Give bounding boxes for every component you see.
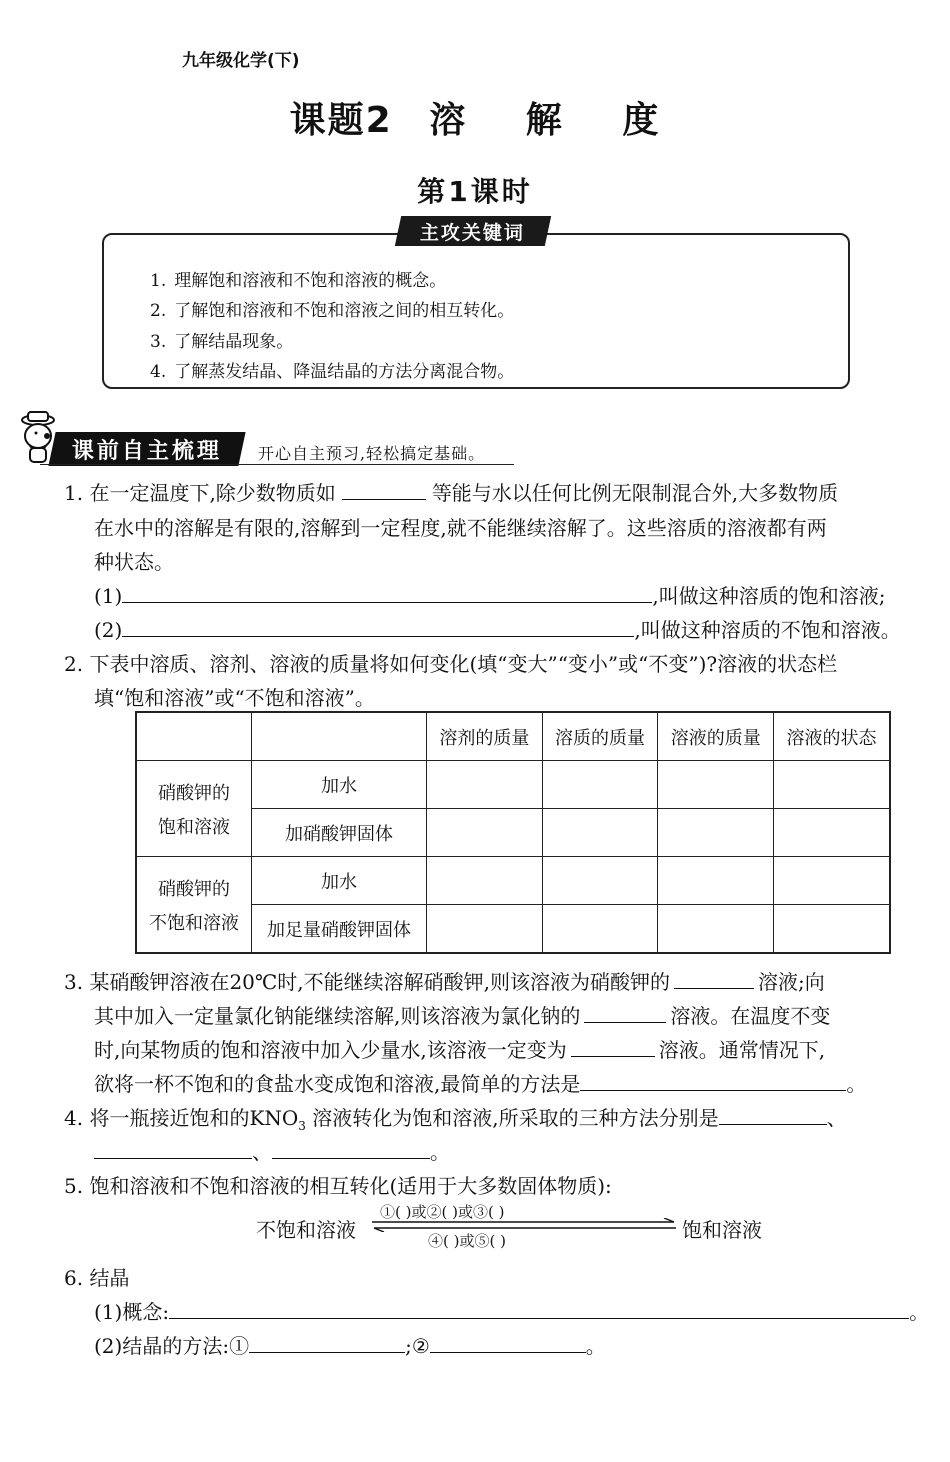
objective-item: 3. 了解结晶现象。	[150, 332, 294, 352]
blank-input[interactable]	[249, 1334, 405, 1353]
question-1: 1. 在一定温度下,除少数物质如 等能与水以任何比例无限制混合外,大多数物质	[64, 481, 839, 505]
answer-cell[interactable]	[542, 761, 658, 809]
title-word-1: 溶	[429, 100, 468, 141]
conversion-left: 不饱和溶液	[256, 1218, 356, 1242]
lesson-subtitle: 第1课时	[417, 175, 533, 208]
operation-cell: 加水	[252, 857, 427, 905]
table-header: 溶液的状态	[774, 712, 890, 761]
table-header: 溶液的质量	[658, 712, 774, 761]
question-6-sub1: (1)概念: 。	[94, 1300, 930, 1324]
question-3-line: 其中加入一定量氯化钠能继续溶解,则该溶液为氯化钠的 溶液。在温度不变	[94, 1004, 831, 1028]
operation-cell: 加水	[252, 761, 427, 809]
equilibrium-arrow-icon	[368, 1218, 680, 1232]
question-1-line: 种状态。	[94, 550, 174, 574]
key-points-badge: 主攻关键词	[395, 216, 551, 246]
question-4-line: 、 。	[94, 1136, 932, 1165]
blank-input[interactable]	[94, 1140, 252, 1159]
objective-item: 4. 了解蒸发结晶、降温结晶的方法分离混合物。	[150, 362, 515, 382]
table-row	[136, 761, 890, 809]
conversion-right: 饱和溶液	[682, 1218, 762, 1242]
blank-input[interactable]	[571, 1038, 655, 1057]
section-subtitle: 开心自主预习,轻松搞定基础。	[258, 444, 486, 463]
objective-item: 1. 理解饱和溶液和不饱和溶液的概念。	[150, 271, 447, 291]
section-divider	[40, 464, 514, 465]
blank-input[interactable]	[122, 618, 634, 637]
page-title	[0, 92, 950, 143]
answer-cell[interactable]	[542, 809, 658, 857]
title-word-2: 解	[525, 100, 564, 141]
question-5: 5. 饱和溶液和不饱和溶液的相互转化(适用于大多数固体物质):	[64, 1174, 612, 1198]
table-header-row	[136, 712, 890, 761]
answer-cell[interactable]	[658, 809, 774, 857]
question-2-line: 填“饱和溶液”或“不饱和溶液”。	[94, 686, 375, 710]
answer-cell[interactable]	[427, 857, 543, 905]
blank-input[interactable]	[584, 1004, 666, 1023]
table-row	[136, 857, 890, 905]
blank-input[interactable]	[122, 584, 652, 603]
conversion-bottom-conditions: ④( )或⑤( )	[428, 1232, 506, 1250]
section-badge: 课前自主梳理	[48, 432, 245, 466]
blank-input[interactable]	[580, 1072, 846, 1091]
objective-item: 2. 了解饱和溶液和不饱和溶液之间的相互转化。	[150, 301, 515, 321]
blank-input[interactable]	[169, 1300, 909, 1319]
question-3: 3. 某硝酸钾溶液在20℃时,不能继续溶解硝酸钾,则该溶液为硝酸钾的 溶液;向	[64, 970, 825, 994]
answer-cell[interactable]	[774, 809, 890, 857]
group-label: 硝酸钾的 不饱和溶液	[136, 857, 252, 954]
lesson-number: 课题2	[289, 100, 393, 141]
answer-cell[interactable]	[427, 905, 543, 954]
question-3-line: 欲将一杯不饱和的食盐水变成饱和溶液,最简单的方法是 。	[94, 1072, 867, 1096]
table-header: 溶质的质量	[542, 712, 658, 761]
question-3-line: 时,向某物质的饱和溶液中加入少量水,该溶液一定变为 溶液。通常情况下,	[94, 1038, 826, 1062]
group-label: 硝酸钾的 饱和溶液	[136, 761, 252, 857]
answer-cell[interactable]	[774, 761, 890, 809]
blank-input[interactable]	[272, 1140, 430, 1159]
change-table	[135, 711, 891, 954]
answer-cell[interactable]	[542, 857, 658, 905]
question-1-sub1: (1) ,叫做这种溶质的饱和溶液;	[94, 584, 886, 608]
answer-cell[interactable]	[542, 905, 658, 954]
answer-cell[interactable]	[658, 857, 774, 905]
book-label: 九年级化学(下)	[182, 51, 300, 71]
answer-cell[interactable]	[658, 761, 774, 809]
answer-cell[interactable]	[774, 905, 890, 954]
answer-cell[interactable]	[774, 857, 890, 905]
conversion-top-conditions: ①( )或②( )或③( )	[380, 1203, 505, 1221]
operation-cell: 加足量硝酸钾固体	[252, 905, 427, 954]
blank-input[interactable]	[430, 1334, 586, 1353]
question-6-sub2: (2)结晶的方法:① ;② 。	[94, 1334, 606, 1358]
title-word-3: 度	[622, 100, 661, 141]
blank-input[interactable]	[342, 481, 426, 500]
table-header: 溶剂的质量	[427, 712, 543, 761]
question-1-line: 在水中的溶解是有限的,溶解到一定程度,就不能继续溶解了。这些溶质的溶液都有两	[94, 516, 827, 540]
answer-cell[interactable]	[658, 905, 774, 954]
blank-input[interactable]	[674, 970, 754, 989]
question-6: 6. 结晶	[64, 1266, 130, 1290]
operation-cell: 加硝酸钾固体	[252, 809, 427, 857]
answer-cell[interactable]	[427, 809, 543, 857]
question-2: 2. 下表中溶质、溶剂、溶液的质量将如何变化(填“变大”“变小”或“不变”)?溶液的状态栏	[64, 652, 838, 676]
blank-input[interactable]	[719, 1106, 827, 1125]
question-4: 4. 将一瓶接近饱和的$KNO_3$ 溶液转化为饱和溶液,所采取的三种方法分别是 、	[64, 1106, 847, 1133]
answer-cell[interactable]	[427, 761, 543, 809]
question-1-sub2: (2) ,叫做这种溶质的不饱和溶液。	[94, 618, 901, 642]
